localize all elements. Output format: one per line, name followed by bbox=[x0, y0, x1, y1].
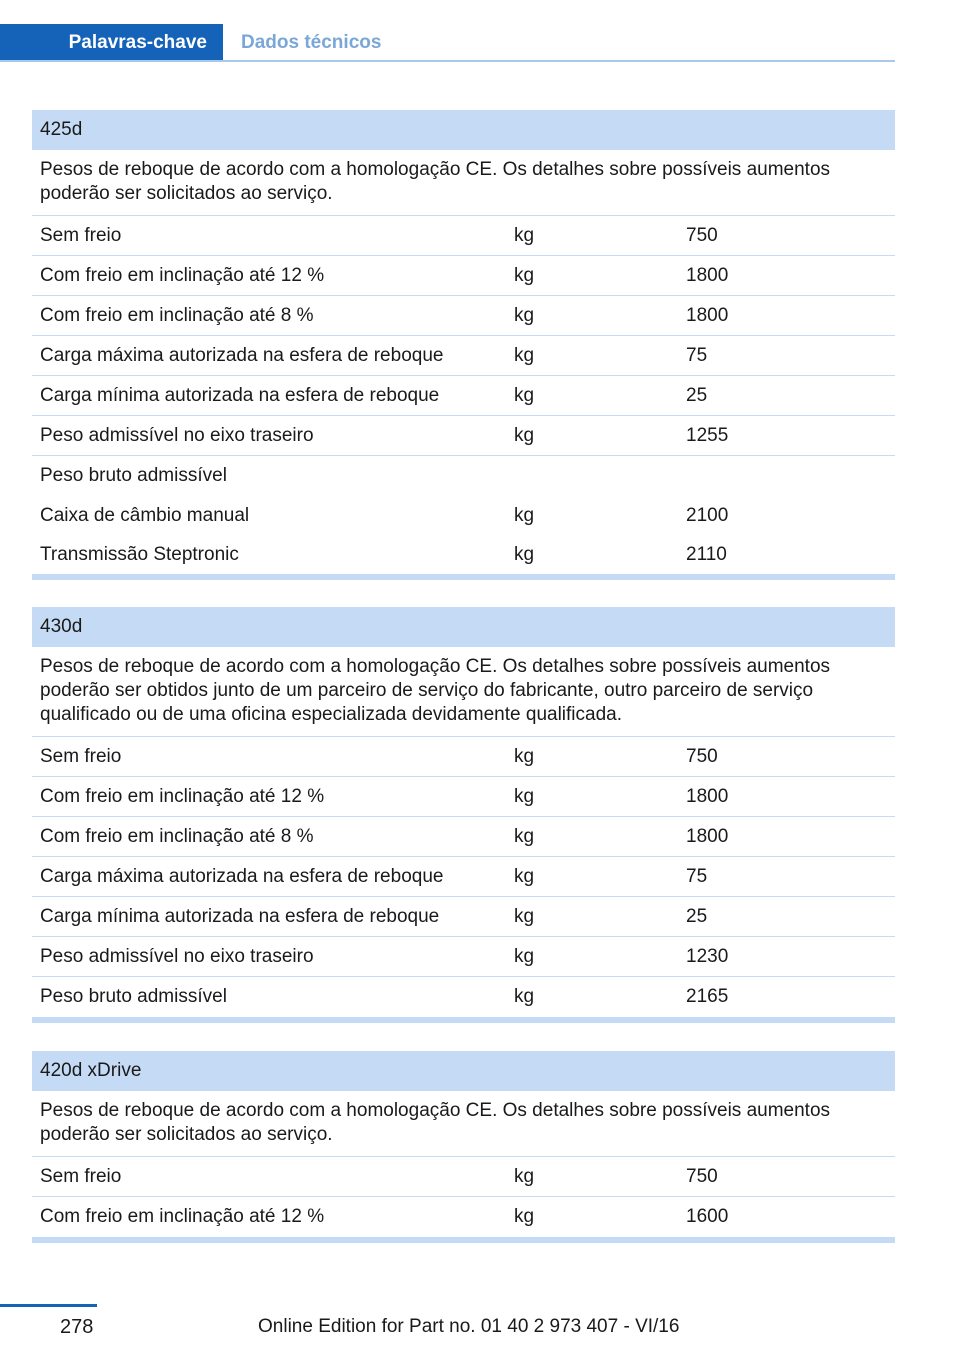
row-value: 1255 bbox=[686, 424, 729, 446]
row-label: Caixa de câmbio manual bbox=[40, 504, 250, 526]
row-value: 75 bbox=[686, 344, 708, 366]
row-value: 2165 bbox=[686, 986, 729, 1007]
row-value: 2110 bbox=[686, 543, 727, 565]
table-row bbox=[32, 857, 895, 897]
tab-keywords[interactable]: Palavras-chave bbox=[0, 24, 223, 62]
section-title: 425d bbox=[32, 110, 895, 150]
table-row bbox=[32, 1197, 895, 1237]
row-value: 1230 bbox=[686, 945, 729, 967]
section-end-rule bbox=[32, 1237, 895, 1243]
row-unit: kg bbox=[514, 945, 535, 967]
row-label: Com freio em inclinação até 12 % bbox=[40, 785, 325, 807]
row-label: Carga máxima autorizada na esfera de reboque bbox=[40, 865, 444, 887]
table-row bbox=[32, 535, 895, 574]
row-unit: kg bbox=[514, 905, 535, 927]
table-row bbox=[32, 376, 895, 416]
table-row bbox=[32, 817, 895, 857]
row-unit: kg bbox=[514, 1165, 535, 1187]
section-425d bbox=[32, 110, 895, 580]
row-unit: kg bbox=[514, 304, 535, 326]
row-unit: kg bbox=[514, 745, 535, 767]
row-value: 750 bbox=[686, 745, 718, 767]
row-unit: kg bbox=[514, 865, 535, 887]
table-row-group-heading bbox=[32, 456, 895, 496]
table-row bbox=[32, 296, 895, 336]
row-value: 1800 bbox=[686, 304, 729, 326]
table-row bbox=[32, 1157, 895, 1197]
section-note: Pesos de reboque de acordo com a homologação CE. Os detalhes sobre possíveis aumentos poderão ser solicitados ao serviço. bbox=[32, 1091, 895, 1157]
section-note: Pesos de reboque de acordo com a homologação CE. Os detalhes sobre possíveis aumentos poderão ser solicitados ao serviço. bbox=[32, 150, 895, 216]
table-row bbox=[32, 416, 895, 456]
section-title: 420d xDrive bbox=[32, 1051, 895, 1091]
row-unit: kg bbox=[514, 986, 535, 1007]
tab-technical-data[interactable]: Dados técnicos bbox=[241, 32, 382, 53]
row-unit: kg bbox=[514, 785, 535, 807]
table-row bbox=[32, 777, 895, 817]
row-label: Transmissão Steptronic bbox=[40, 543, 239, 565]
table-row bbox=[32, 897, 895, 937]
footer-accent-line bbox=[0, 1304, 97, 1307]
row-label: Peso admissível no eixo traseiro bbox=[40, 945, 314, 967]
table-row bbox=[32, 937, 895, 977]
row-value: 75 bbox=[686, 865, 708, 887]
row-label: Peso bruto admissível bbox=[40, 986, 227, 1007]
section-end-rule bbox=[32, 1017, 895, 1023]
header-divider bbox=[0, 60, 895, 62]
row-value: 1600 bbox=[686, 1206, 729, 1227]
row-value: 25 bbox=[686, 384, 708, 406]
row-value: 25 bbox=[686, 905, 708, 927]
row-unit: kg bbox=[514, 264, 535, 286]
table-row bbox=[32, 977, 895, 1017]
row-value: 1800 bbox=[686, 264, 729, 286]
row-value: 750 bbox=[686, 224, 718, 246]
row-label: Com freio em inclinação até 8 % bbox=[40, 825, 314, 847]
section-420d-xdrive bbox=[32, 1051, 895, 1243]
row-unit: kg bbox=[514, 224, 535, 246]
row-label: Sem freio bbox=[40, 745, 122, 767]
row-label: Peso bruto admissível bbox=[40, 465, 227, 486]
section-title: 430d bbox=[32, 607, 895, 647]
table-row bbox=[32, 256, 895, 296]
page-number: 278 bbox=[60, 1316, 94, 1338]
row-label: Com freio em inclinação até 12 % bbox=[40, 264, 325, 286]
row-unit: kg bbox=[514, 504, 535, 526]
row-value: 1800 bbox=[686, 825, 729, 847]
row-unit: kg bbox=[514, 384, 535, 406]
row-value: 750 bbox=[686, 1165, 718, 1187]
row-value: 1800 bbox=[686, 785, 729, 807]
row-unit: kg bbox=[514, 1206, 535, 1227]
row-value: 2100 bbox=[686, 504, 729, 526]
edition-text: Online Edition for Part no. 01 40 2 973 407 - VI/16 bbox=[258, 1316, 680, 1337]
row-label: Carga máxima autorizada na esfera de reboque bbox=[40, 344, 444, 366]
row-label: Peso admissível no eixo traseiro bbox=[40, 424, 314, 446]
header-bar bbox=[0, 0, 895, 62]
row-unit: kg bbox=[514, 825, 535, 847]
table-row bbox=[32, 496, 895, 535]
row-label: Com freio em inclinação até 12 % bbox=[40, 1206, 325, 1227]
table-row bbox=[32, 336, 895, 376]
section-end-rule bbox=[32, 574, 895, 580]
row-unit: kg bbox=[514, 344, 535, 366]
row-label: Com freio em inclinação até 8 % bbox=[40, 304, 314, 326]
section-430d bbox=[32, 607, 895, 1023]
table-row bbox=[32, 216, 895, 256]
row-label: Sem freio bbox=[40, 1165, 122, 1187]
row-unit: kg bbox=[514, 424, 535, 446]
section-note: Pesos de reboque de acordo com a homologação CE. Os detalhes sobre possíveis aumentos poderão ser obtidos junto de um parceiro de serviço do fabricante, outro parceiro de serviço qualificado ou de uma oficina especializada devidamente qualificada. bbox=[32, 647, 895, 737]
row-label: Sem freio bbox=[40, 224, 122, 246]
row-label: Carga mínima autorizada na esfera de reboque bbox=[40, 905, 440, 927]
row-unit: kg bbox=[514, 543, 535, 565]
row-label: Carga mínima autorizada na esfera de reboque bbox=[40, 384, 440, 406]
table-row bbox=[32, 737, 895, 777]
